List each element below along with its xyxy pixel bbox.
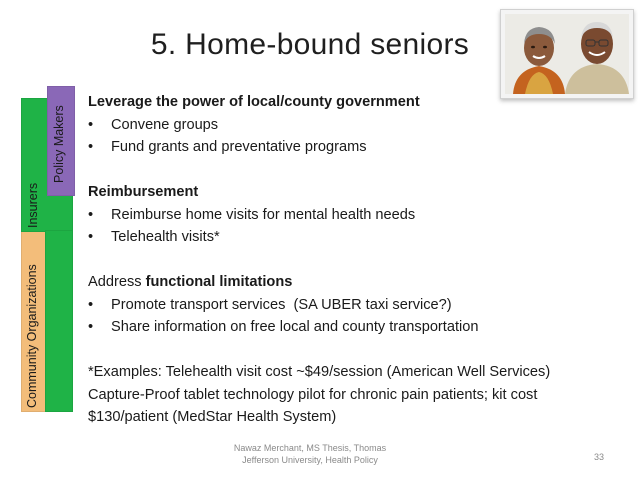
bullet-item: [88, 204, 618, 227]
senior-couple-photo: [500, 9, 634, 99]
government-heading: Leverage the power of local/county government: [88, 94, 420, 110]
examples-line: Capture-Proof tablet technology pilot for chronic pain patients; kit cost: [88, 386, 538, 403]
insurers-bar-lower: [45, 230, 73, 412]
bullet-text: Convene groups: [111, 116, 219, 133]
slide-title: 5. Home-bound seniors: [150, 28, 470, 61]
functional-limitations-heading: [88, 271, 618, 294]
examples-line: $130/patient (MedStar Health System): [88, 409, 337, 425]
bullet-item: [88, 136, 618, 159]
bullet-icon: •: [88, 319, 94, 335]
slide-footer: [210, 442, 410, 466]
footer-line: Jefferson University, Health Policy: [242, 455, 378, 465]
senior-couple-image: [505, 14, 629, 94]
bullet-icon: •: [88, 229, 94, 245]
examples-line: *Examples: Telehealth visit cost ~$49/session (American Well Services): [88, 364, 551, 380]
bullet-item: [88, 226, 618, 249]
bullet-text: Telehealth visits*: [111, 229, 220, 245]
community-organizations-label: Community Organizations: [25, 264, 39, 408]
footer-line: Nawaz Merchant, MS Thesis, Thomas: [233, 443, 387, 453]
bullet-item: [88, 294, 618, 317]
bullet-icon: •: [88, 206, 94, 223]
policy-makers-label: Policy Makers: [52, 105, 66, 183]
heading-prefix: Address: [88, 274, 146, 290]
bullet-icon: •: [88, 116, 94, 133]
reimbursement-heading: Reimbursement: [88, 184, 199, 200]
insurers-label: Insurers: [26, 182, 40, 228]
bullet-text: Reimburse home visits for mental health needs: [111, 206, 416, 223]
slide-body: [88, 91, 618, 429]
bullet-text: Fund grants and preventative programs: [111, 139, 367, 155]
bullet-text: Share information on free local and county transportation: [111, 319, 479, 335]
bullet-item: [88, 114, 618, 137]
bullet-text: Promote transport services (SA UBER taxi service?): [111, 296, 452, 313]
heading-bold: functional limitations: [145, 274, 293, 290]
page-number: 33: [593, 452, 604, 462]
bullet-icon: •: [88, 139, 94, 155]
bullet-item: [88, 316, 618, 339]
bullet-icon: •: [88, 296, 94, 313]
